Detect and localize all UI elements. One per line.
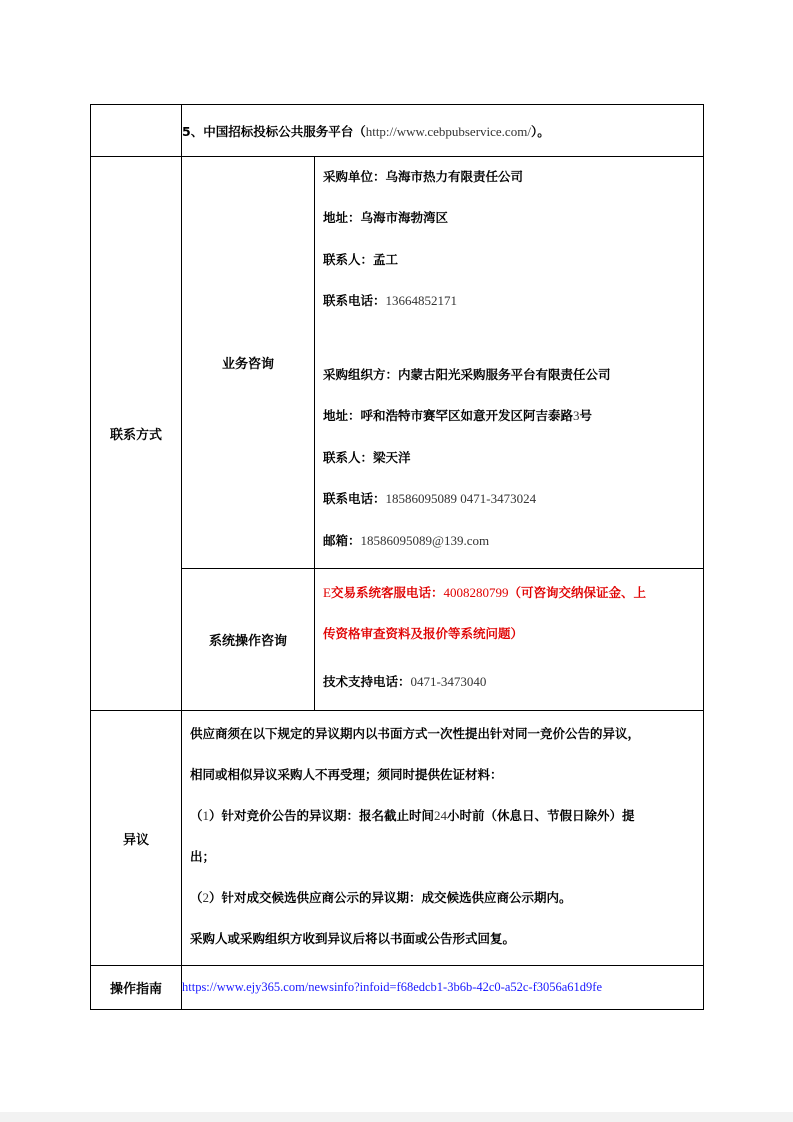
purchaser-unit-line <box>323 170 703 212</box>
service-note-2: 传资格审查资料及报价等系统问题） <box>323 626 524 641</box>
purchaser-phone-line <box>323 294 703 336</box>
objection-cell <box>182 711 704 966</box>
service-line-2 <box>323 627 695 675</box>
guide-label: 操作指南 <box>91 966 182 1010</box>
purchaser-address: 乌海市海勃湾区 <box>360 210 449 225</box>
objection-item-1-open: （ <box>190 807 203 823</box>
agency-email-label: 邮箱： <box>323 532 361 548</box>
purchaser-phone-label: 联系电话： <box>323 293 386 308</box>
objection-item-1-cont: 出； <box>190 848 216 864</box>
business-row <box>91 157 704 569</box>
agency-person-line <box>323 451 703 493</box>
platform-row <box>91 105 704 157</box>
objection-item-2-open: （ <box>190 889 203 905</box>
info-table <box>90 104 704 1010</box>
objection-item-1 <box>190 809 695 850</box>
tech-label: 技术支持电话： <box>323 674 411 689</box>
agency-phone-line <box>323 492 703 534</box>
agency-email-line <box>323 534 703 558</box>
agency-address-post: 号 <box>579 408 593 423</box>
service-label: 交易系统客服电话： <box>330 585 444 600</box>
business-contact-cell <box>315 157 704 569</box>
service-phone: 4008280799 <box>443 585 509 600</box>
objection-item-1-pre: ）针对竞价公告的异议期：报名截止时间 <box>209 807 435 823</box>
objection-item-2-text: ）针对成交候选供应商公示的异议期：成交候选供应商公示期内。 <box>209 889 572 905</box>
objection-line-2: 相同或相似异议采购人不再受理；须同时提供佐证材料： <box>190 766 503 782</box>
agency-person-label: 联系人： <box>323 449 374 465</box>
objection-item-1-hours: 24 <box>434 807 448 823</box>
purchaser-person-label: 联系人： <box>323 251 374 267</box>
agency-address-label: 地址： <box>323 408 361 423</box>
tech-phone: 0471-3473040 <box>410 674 487 689</box>
platform-suffix: ）。 <box>530 123 550 139</box>
platform-url[interactable]: http://www.cebpubservice.com/ <box>365 123 531 139</box>
guide-link[interactable]: https://www.ejy365.com/newsinfo?infoid=f68edcb1-3b6b-42c0-a52c-f3056a61d9fe <box>182 966 704 1010</box>
objection-item-1-post: 小时前（休息日、节假日除外）提 <box>447 807 635 823</box>
service-note-1: （可咨询交纳保证金、上 <box>508 585 646 600</box>
purchaser-person: 孟工 <box>373 251 399 267</box>
purchaser-phone: 13664852171 <box>385 293 458 308</box>
system-row <box>91 569 704 711</box>
agency-address-line <box>323 409 703 451</box>
agency-org-line <box>323 368 703 410</box>
agency-address-num: 3 <box>573 408 580 423</box>
service-line-1 <box>323 586 695 627</box>
service-prefix: E <box>323 585 331 600</box>
tech-line <box>323 675 695 695</box>
objection-line-1: 供应商须在以下规定的异议期内以书面方式一次性提出针对同一竞价公告的异议， <box>190 725 641 741</box>
agency-phone: 18586095089 0471-3473024 <box>385 491 537 506</box>
purchaser-person-line <box>323 253 703 295</box>
platform-cell <box>182 105 704 157</box>
purchaser-unit: 乌海市热力有限责任公司 <box>385 168 524 184</box>
objection-item-2-num: 2 <box>202 889 210 905</box>
purchaser-address-line <box>323 211 703 253</box>
guide-row <box>91 966 704 1010</box>
platform-prefix: 5、中国招标投标公共服务平台（ <box>182 123 366 139</box>
agency-address-pre: 呼和浩特市赛罕区如意开发区阿吉泰路 <box>360 408 574 423</box>
agency-org-label: 采购组织方： <box>323 366 399 382</box>
objection-line-last: 采购人或采购组织方收到异议后将以书面或公告形式回复。 <box>190 930 516 946</box>
purchaser-address-label: 地址： <box>323 210 361 225</box>
agency-phone-label: 联系电话： <box>323 491 386 506</box>
page-bottom-band <box>0 1112 793 1122</box>
objection-item-2 <box>190 891 695 932</box>
system-label: 系统操作咨询 <box>182 569 315 711</box>
purchaser-unit-label: 采购单位： <box>323 168 386 184</box>
objection-label: 异议 <box>91 711 182 966</box>
objection-row <box>91 711 704 966</box>
agency-person: 梁天洋 <box>373 449 411 465</box>
system-contact-cell <box>315 569 704 711</box>
contact-label: 联系方式 <box>91 157 182 711</box>
platform-row-empty-cell <box>91 105 182 157</box>
objection-item-1-num: 1 <box>202 807 210 823</box>
agency-org: 内蒙古阳光采购服务平台有限责任公司 <box>398 366 611 382</box>
business-label: 业务咨询 <box>182 157 315 569</box>
agency-email[interactable]: 18586095089@139.com <box>360 532 490 548</box>
